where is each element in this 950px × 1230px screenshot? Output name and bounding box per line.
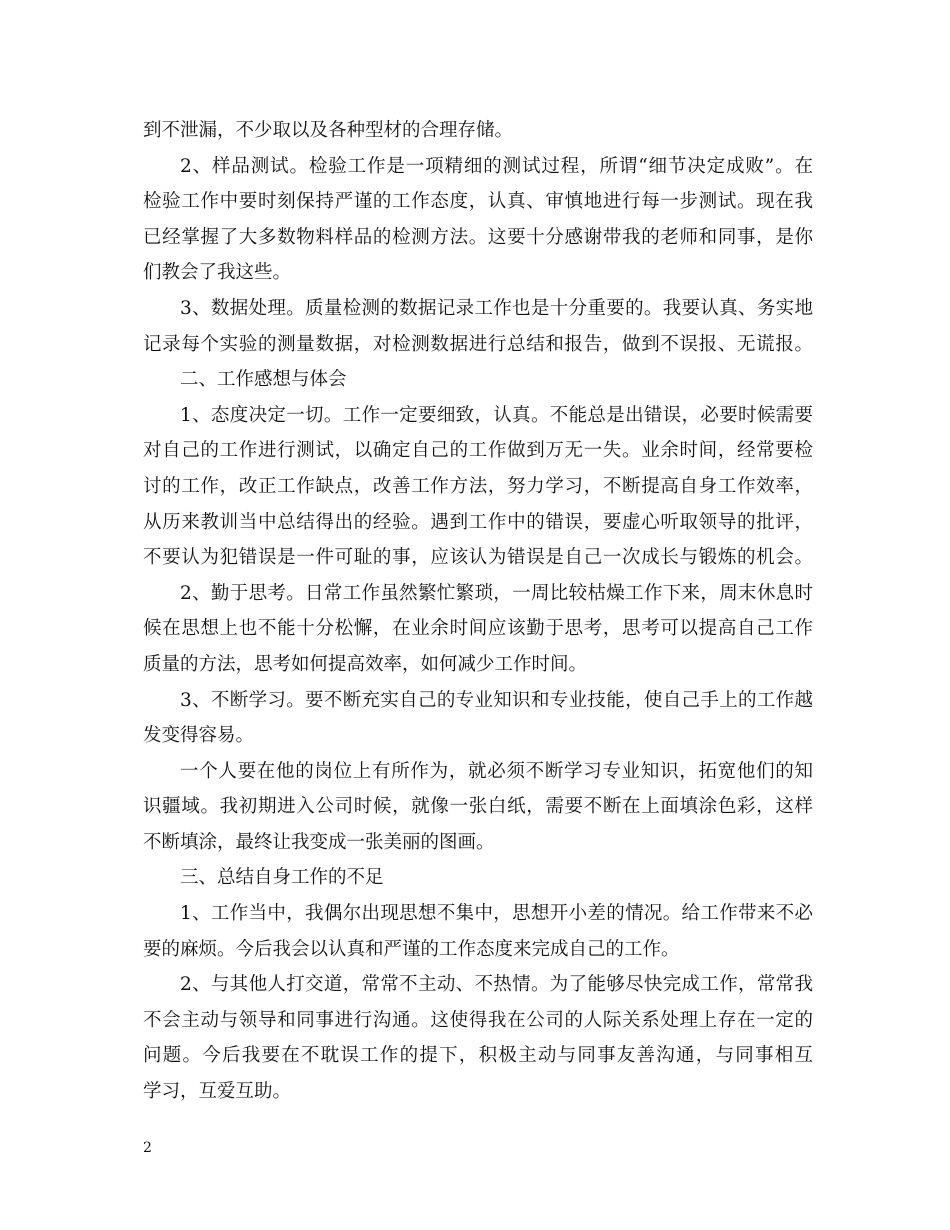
text-line: 3、数据处理。质量检测的数据记录工作也是十分重要的。我要认真、务实地 <box>180 297 813 319</box>
text-line: 质量的方法，思考如何提高效率，如何减少工作时间。 <box>143 653 588 675</box>
text-line: 不会主动与领导和同事进行沟通。这使得我在公司的人际关系处理上存在一定的 <box>143 1009 813 1031</box>
text-line: 问题。今后我要在不耽误工作的提下，积极主动与同事友善沟通，与同事相互 <box>143 1045 813 1067</box>
page-number: 2 <box>143 1140 152 1156</box>
text-line: 对自己的工作进行测试，以确定自己的工作做到万无一失。业余时间，经常要检 <box>143 440 813 462</box>
text-line: 讨的工作，改正工作缺点，改善工作方法，努力学习，不断提高自身工作效率， <box>143 475 813 497</box>
text-line: 2、与其他人打交道，常常不主动、不热情。为了能够尽快完成工作，常常我 <box>180 974 813 996</box>
text-line: 候在思想上也不能十分松懈，在业余时间应该勤于思考，思考可以提高自己工作 <box>143 618 813 640</box>
text-line: 一个人要在他的岗位上有所作为，就必须不断学习专业知识，拓宽他们的知 <box>180 760 813 782</box>
section-heading: 三、总结自身工作的不足 <box>180 867 384 889</box>
text-line: 从历来教训当中总结得出的经验。遇到工作中的错误，要虚心听取领导的批评， <box>143 511 813 533</box>
text-line: 2、样品测试。检验工作是一项精细的测试过程，所谓“细节决定成败”。在 <box>180 155 813 177</box>
text-line: 们教会了我这些。 <box>143 262 292 284</box>
text-line: 要的麻烦。今后我会以认真和严谨的工作态度来完成自己的工作。 <box>143 938 680 960</box>
text-line: 识疆域。我初期进入公司时候，就像一张白纸，需要不断在上面填涂色彩，这样 <box>143 796 813 818</box>
text-line: 记录每个实验的测量数据，对检测数据进行总结和报告，做到不误报、无谎报。 <box>143 333 813 355</box>
text-line: 不要认为犯错误是一件可耻的事，应该认为错误是自己一次成长与锻炼的机会。 <box>143 547 813 569</box>
text-line: 到不泄漏，不少取以及各种型材的合理存储。 <box>143 120 514 141</box>
text-line: 3、不断学习。要不断充实自己的专业知识和专业技能，使自己手上的工作越 <box>180 689 813 711</box>
text-line: 1、态度决定一切。工作一定要细致，认真。不能总是出错误，必要时候需要 <box>180 404 813 426</box>
text-line: 2、勤于思考。日常工作虽然繁忙繁琐，一周比较枯燥工作下来，周末休息时 <box>180 582 813 604</box>
text-line: 不断填涂，最终让我变成一张美丽的图画。 <box>143 831 495 853</box>
text-line: 检验工作中要时刻保持严谨的工作态度，认真、审慎地进行每一步测试。现在我 <box>143 191 813 213</box>
body-text <box>143 113 813 1110</box>
text-line: 已经掌握了大多数物料样品的检测方法。这要十分感谢带我的老师和同事，是你 <box>143 226 813 248</box>
text-line: 1、工作当中，我偶尔出现思想不集中，思想开小差的情况。给工作带来不必 <box>180 903 813 925</box>
section-heading: 二、工作感想与体会 <box>180 369 347 391</box>
text-line: 学习，互爱互助。 <box>143 1081 292 1103</box>
text-line: 发变得容易。 <box>143 725 255 747</box>
